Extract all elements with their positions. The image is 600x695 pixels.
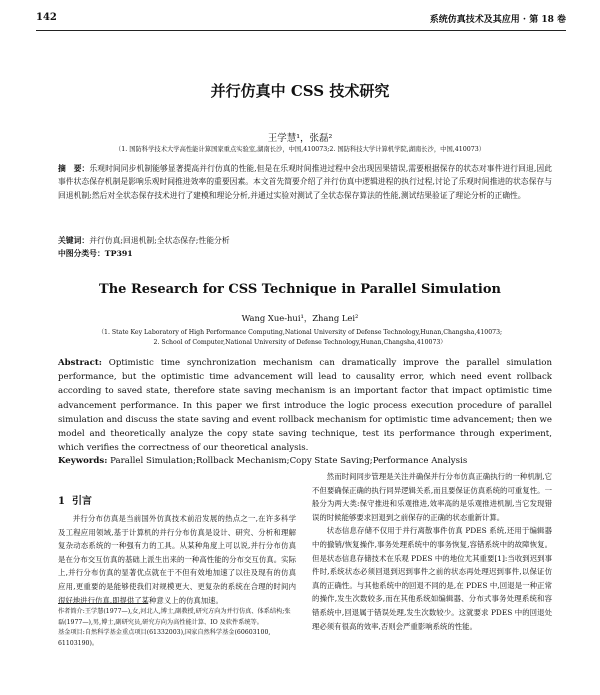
footnotes xyxy=(58,607,296,649)
abstract-chinese-label: 摘 要： xyxy=(58,164,90,173)
affiliation-english-2: 2. School of Computer,National University of Defense Technology,Hunan,Changsha,410073） xyxy=(153,339,447,346)
header-rule xyxy=(36,30,566,31)
abstract-english-text: Optimistic time synchronization mechanism can dramatically improve the parallel simulation performance, but the optimistic time advancement will lead to causality error, which need event rollback according to saved state, therefore state saving mechanism is an important factor that impact optimistic time advancement performance. In this paper we first introduce the logic process execution procedure of parallel simulation and discuss the state saving and event rollback mechanism for optimistic time advancement; then we model and theoretically analyze the copy state saving technique, test its performance through experiment, which verifies the correctness of our theoretical analysis. xyxy=(58,358,553,454)
keywords-chinese-label: 关键词： xyxy=(58,236,90,245)
page-header xyxy=(36,12,566,26)
section-title: 引言 xyxy=(71,496,92,507)
abstract-chinese-text: 乐观时间同步机制能够显著提高并行仿真的性能,但是在乐观时间推进过程中会出现因果错误,需要根据保存的状态对事件进行回退,因此事件状态保存机制是影响乐观时间推进效率的重要因素。本文首先简要介绍了并行仿真中逻辑进程的执行过程,讨论了乐观时间推进的状态保存与回退机制;然后对全状态保存技术进行了建模和理论分析,并通过实验对测试了全状态保存算法的性能,测试结果验证了理论分析的正确性。 xyxy=(58,164,552,200)
title-chinese: 并行仿真中 CSS 技术研究 xyxy=(210,82,390,100)
section-number: 1 xyxy=(58,496,65,507)
journal-name: 系统仿真技术及其应用 · 第 18 卷 xyxy=(429,15,566,25)
keywords-chinese xyxy=(58,235,552,246)
section-heading xyxy=(58,492,92,507)
affiliation-english-1: （1. State Key Laboratory of High Performance Computing,National University of Defense Technology,Hunan,Changsha,410073; xyxy=(97,329,503,336)
intro-paragraph-1: 并行分布仿真是当前国外仿真技术前沿发展的热点之一,在许多科学及工程应用领域,基于计算机的并行分布仿真是设计、研究、分析和理解复杂动态系统的一种强有力的工具。从某种角度上可以说,并行分布仿真是在分布交互仿真的基础上派生出来的一种高性能的分布交互仿真。实际上,并行分布仿真的显著优点就在于不但有效地加速了以往及现有的仿真应用,更重要的是能够使我们对规模更大、更复杂的系统在合理的时间内很好地进行仿真,即提供了某种意义上的仿真加速。 xyxy=(58,514,296,605)
classification-value: TP391 xyxy=(104,249,133,258)
page-number: 142 xyxy=(36,12,57,23)
footnote-author-info: 作者简介:王学慧(1977—),女,河北人,博士,副教授,研究方向为并行仿真、体系结构;张磊(1977—),男,博士,副研究员,研究方向为高性能计算、IO 及软件系统等。 xyxy=(58,608,291,626)
abstract-chinese xyxy=(58,162,552,202)
keywords-english-text: Parallel Simulation;Rollback Mechanism;Copy State Saving;Performance Analysis xyxy=(110,456,468,466)
footnote-fund: 基金项目:自然科学基金重点项目(61332003),国家自然科学基金(60603100, 61103190)。 xyxy=(58,629,271,647)
keywords-english-label: Keywords: xyxy=(58,456,108,466)
classification-number xyxy=(58,248,552,259)
footnote-rule xyxy=(58,603,148,604)
authors-chinese: 王学慧¹，张磊² xyxy=(267,133,333,144)
affiliation-chinese: （1. 国防科学技术大学高性能计算国家重点实验室,湖南长沙，中国,410073;2. 国防科技大学计算机学院,湖南长沙，中国,410073） xyxy=(114,146,486,153)
title-english: The Research for CSS Technique in Parallel Simulation xyxy=(99,282,501,297)
classification-label: 中图分类号： xyxy=(58,249,105,258)
intro-paragraph-2: 然而时间同步管理是关注并确保并行分布仿真正确执行的一种机制,它不但要确保正确的执行同异逻辑关系,而且要保证仿真系统的可重复性。一般分为两大类:保守推进和乐观推进,效率高的是乐观推进机制,当它发现错误的时候能够要求回退到之前保存的正确的状态重新计算。 xyxy=(312,472,552,522)
keywords-chinese-text: 并行仿真;回退机制;全状态保存;性能分析 xyxy=(89,236,230,245)
authors-english: Wang Xue-hui¹，Zhang Lei² xyxy=(241,313,359,323)
abstract-english xyxy=(58,356,552,455)
abstract-english-label: Abstract: xyxy=(58,358,102,368)
keywords-english xyxy=(58,456,552,466)
body-left-column xyxy=(58,512,296,607)
body-right-column xyxy=(312,470,552,633)
intro-paragraph-3: 状态信息存储不仅用于并行离散事件仿真 PDES 系统,还用于编辑器中的撤销/恢复操作,事务处理系统中的事务恢复,容错系统中的故障恢复。但是状态信息存储技术在乐观 PDES 中的地位尤其重要[1]:当收到迟到事件时,系统状态必须回退到迟到事件之前的状态再处理迟到事件,以保证仿真的正确性。与其他系统中的回退不同的是,在 PDES 中,回退是一种正常的操作,发生次数较多,而在其他系统如编辑器、分布式事务处理系统和容错系统中,回退属于错误处理,发生次数较少。这就要求 PDES 中的回退处理必须有很高的效率,否则会严重影响系统的性能。 xyxy=(312,526,552,631)
